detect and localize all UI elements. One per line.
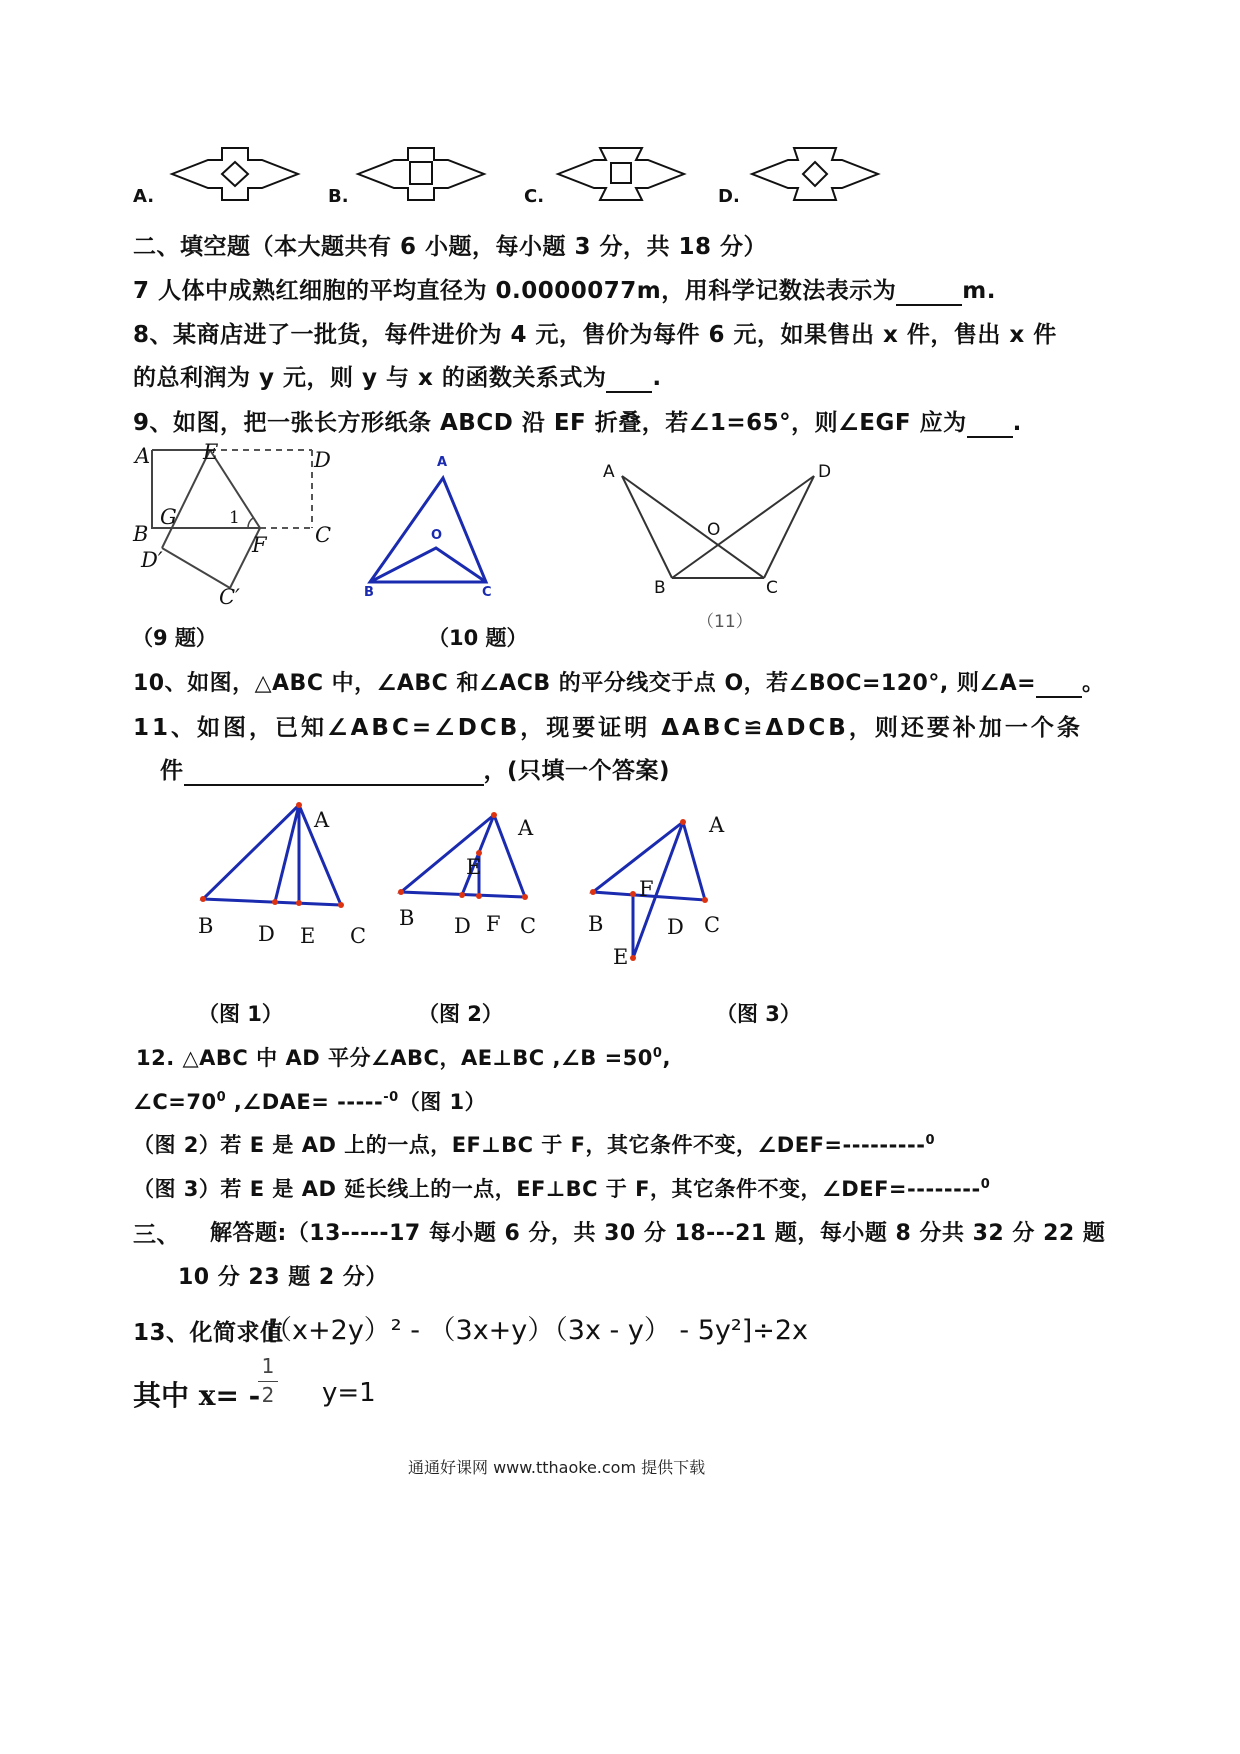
fig10-label-a: A [437,455,448,470]
answer-blank[interactable] [967,410,1013,438]
figure-11-caption: （11） [697,612,753,632]
question-11-text: 件 [160,758,184,784]
degree-sup: -0 [383,1090,399,1105]
fig9-label-g: G [160,505,177,529]
fig12-3-label-d: D [667,915,684,939]
question-13-y-value: y=1 [322,1378,376,1408]
question-10-text: 10、如图，△ABC 中，∠ABC 和∠ACB 的平分线交于点 O，若∠BOC=120°, 则∠A= [133,671,1037,696]
q12-line1-end: , [662,1046,671,1070]
fig9-label-c-prime: C′ [219,585,240,609]
option-a-label[interactable]: A. [133,186,155,207]
option-c-shape [556,140,686,210]
fig12-2-label-a: A [518,816,534,840]
question-12-line3 [133,1129,935,1159]
question-10 [133,666,1105,698]
question-12-line4 [133,1173,990,1203]
option-a-shape [170,140,300,210]
fig9-label-c: C [315,523,332,547]
fig12-3-label-f: F [639,877,654,901]
q12-line4-text: （图 3）若 E 是 AD 延长线上的一点，EF⊥BC 于 F，其它条件不变，∠DEF=-------- [133,1177,981,1201]
option-b-shape [356,140,486,210]
answer-blank[interactable] [1036,671,1082,698]
fig12-1-label-e: E [300,924,316,948]
question-9-end: . [1012,410,1022,436]
question-11-end: ，(只填一个答案) [483,758,671,784]
question-11-line2 [160,752,670,786]
figure-12-1 [195,795,355,915]
figure-12-2-caption: （图 2） [418,1002,503,1026]
q12-line2-end: （图 1） [398,1090,487,1114]
section-2-heading: 二、填空题（本大题共有 6 小题，每小题 3 分，共 18 分） [133,234,768,260]
figure-12-3-caption: （图 3） [716,1002,801,1026]
figure-12-3 [585,810,725,970]
fig11-label-c: C [766,578,778,598]
fig9-label-a: A [135,444,151,468]
option-c-label[interactable]: C. [524,186,545,207]
fig9-label-f: F [252,533,267,557]
fig12-2-label-e: E [466,855,482,879]
fig10-label-b: B [364,585,374,600]
answer-blank[interactable] [896,278,962,306]
fig9-label-angle1: 1 [229,508,240,528]
fig12-2-label-b: B [399,906,415,930]
fig9-label-b: B [133,522,149,546]
section-3-heading-line1: 解答题:（13-----17 每小题 6 分，共 30 分 18---21 题，每小题 8 分共 32 分 22 题 [210,1221,1106,1246]
fig12-3-label-c: C [704,913,721,937]
fraction-numerator: 1 [261,1354,275,1378]
fig9-label-d: D [314,448,331,472]
degree-sup: 0 [925,1133,935,1148]
fig10-label-c: C [482,585,492,600]
question-12-line1 [136,1042,671,1072]
page-footer: 通通好课网 www.tthaoke.com 提供下载 [408,1458,706,1477]
question-8-line2 [133,359,662,393]
fraction-denominator: 2 [261,1383,275,1407]
figure-12-1-caption: （图 1） [198,1002,283,1026]
fig12-2-label-f: F [486,912,501,936]
q12-line1-text: 12. △ABC 中 AD 平分∠ABC，AE⊥BC ,∠B =50 [136,1046,653,1070]
question-11-line1: 11、如图，已知∠ABC=∠DCB，现要证明 ΔABC≌ΔDCB，则还要补加一个条 [133,715,1083,741]
figure-10-caption: （10 题） [428,626,528,650]
fig11-label-o: O [707,520,721,540]
degree-sup: 0 [980,1177,991,1192]
fig12-1-label-a: A [314,808,330,832]
section-3-heading-line2: 10 分 23 题 2 分） [178,1265,388,1290]
degree-sup: 0 [652,1046,663,1061]
answer-blank[interactable] [606,365,652,393]
option-d-label[interactable]: D. [718,186,740,207]
fig11-label-d: D [818,462,832,482]
section-3-number: 三、 [133,1222,180,1248]
option-d-shape [750,140,880,210]
figure-10 [360,470,500,600]
fig9-label-d-prime: D′ [141,548,163,572]
question-12-line2 [133,1086,486,1116]
answer-blank[interactable] [184,758,484,786]
fig12-2-label-d: D [454,914,471,938]
question-9 [133,404,1022,438]
q12-line2-mid: ,∠DAE= ----- [226,1090,384,1114]
fig12-3-label-a: A [709,813,725,837]
fig10-label-o: O [431,528,443,543]
question-9-text: 9、如图，把一张长方形纸条 ABCD 沿 EF 折叠，若∠1=65°，则∠EGF 应为 [133,410,967,436]
fig11-label-a: A [603,462,615,482]
question-7-text: 7 人体中成熟红细胞的平均直径为 0.0000077m，用科学记数法表示为 [133,278,897,304]
fraction-bar [258,1381,278,1382]
q12-line2-text: ∠C=70 [133,1090,217,1114]
fig12-2-label-c: C [520,914,537,938]
question-8-line1: 8、某商店进了一批货，每件进价为 4 元，售价为每件 6 元，如果售出 x 件，售出 x 件 [133,322,1057,348]
question-8-end: . [652,365,662,391]
fig11-label-b: B [654,578,666,598]
degree-sup: 0 [216,1090,227,1105]
q12-line3-text: （图 2）若 E 是 AD 上的一点，EF⊥BC 于 F，其它条件不变，∠DEF=--------- [133,1133,926,1157]
question-10-end: 。 [1082,671,1105,696]
question-7 [133,272,996,306]
figure-9-caption: （9 题） [132,626,217,650]
question-13-label: 13、化简求值 [133,1320,284,1346]
fig12-1-label-d: D [258,922,275,946]
question-13-condition: 其中 x= - [133,1379,261,1412]
fig12-3-label-e: E [613,945,629,969]
fig12-1-label-c: C [350,924,367,948]
option-b-label[interactable]: B. [328,186,349,207]
fig12-1-label-b: B [198,914,214,938]
fig9-label-e: E [203,440,219,464]
fig12-3-label-b: B [588,912,604,936]
question-7-unit: m. [962,278,996,304]
question-8-text: 的总利润为 y 元，则 y 与 x 的函数关系式为 [133,365,607,391]
question-13-expression: [（x+2y）² - （3x+y）（3x - y） - 5y²]÷2x [268,1315,809,1346]
